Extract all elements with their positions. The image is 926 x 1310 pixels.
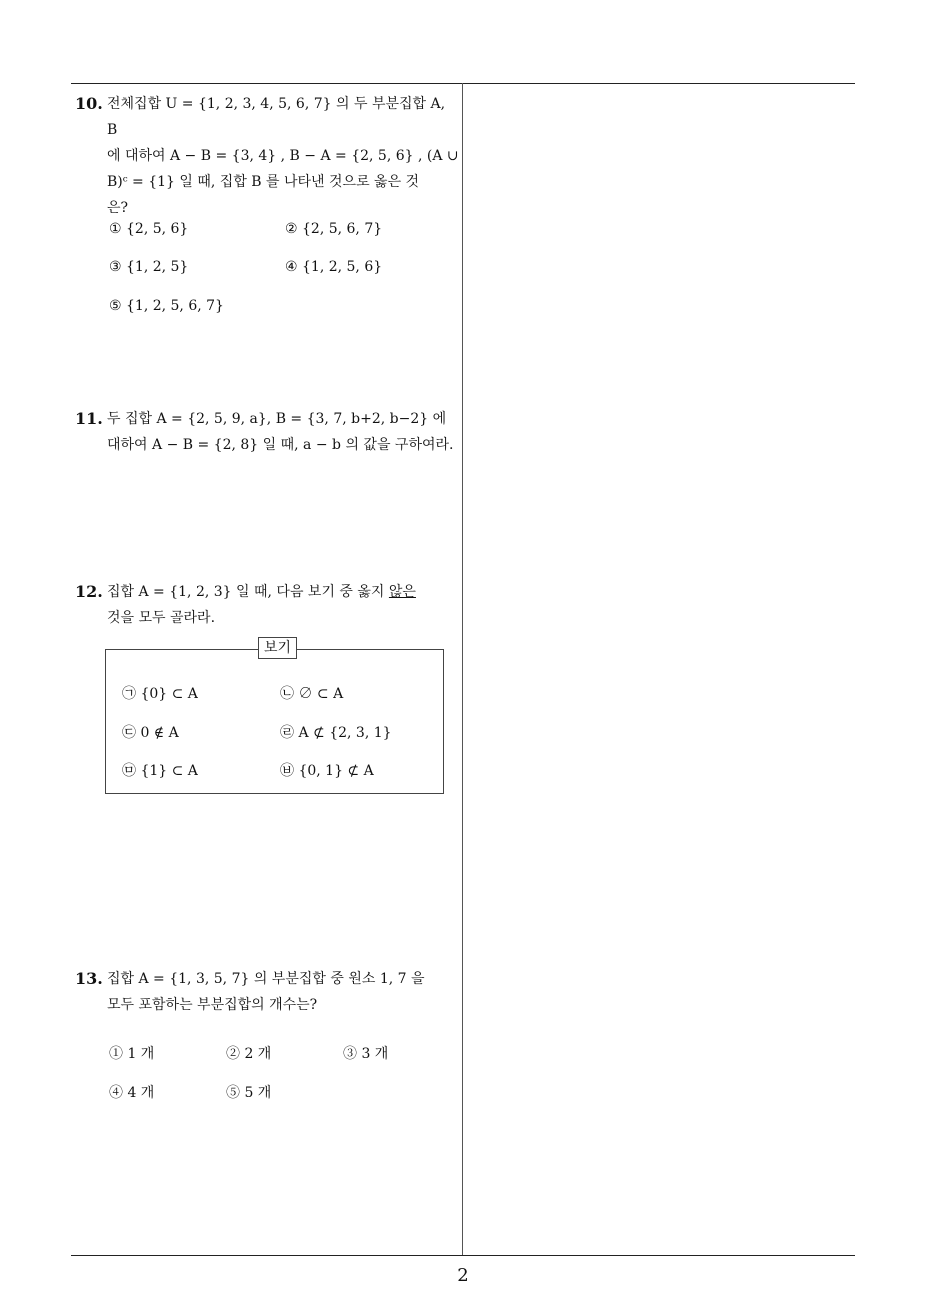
question-13-stem [75,966,459,1018]
question-text-line: 두 집합 A = {2, 5, 9, a}, B = {3, 7, b+2, b−2} 에 [107,411,447,427]
choice-4[interactable]: ④ 4 개 [109,1085,155,1101]
column-divider [462,83,463,1256]
choice-1[interactable]: ① 1 개 [109,1046,155,1062]
question-12-stem [75,579,459,631]
page-number: 2 [457,1265,469,1286]
header-rule [71,83,855,84]
bogi-item: ㉥ {0, 1} ⊄ A [280,763,374,779]
question-text-line: 에 대하여 A − B = {3, 4} , B − A = {2, 5, 6} , (A ∪ [107,148,459,164]
question-number: 12. [75,582,103,601]
bogi-item: ㉤ {1} ⊂ A [122,763,198,779]
question-text-line: 은? [107,200,129,216]
bogi-title: 보기 [258,637,297,659]
question-text-line: 모두 포함하는 부분집합의 개수는? [107,997,318,1013]
question-text-line: 전체집합 U = {1, 2, 3, 4, 5, 6, 7} 의 두 부분집합 A, B [107,96,446,138]
choice-3[interactable]: ③ 3 개 [343,1046,389,1062]
underlined-emphasis: 않은 [388,584,416,600]
choice-2[interactable]: ② {2, 5, 6, 7} [285,221,383,237]
choice-4[interactable]: ④ {1, 2, 5, 6} [285,259,383,275]
question-text-line: B)ᶜ = {1} 일 때, 집합 B 를 나타낸 것으로 옳은 것 [107,174,420,190]
bogi-item: ㉣ A ⊄ {2, 3, 1} [280,725,392,741]
question-11 [75,406,459,458]
choice-2[interactable]: ② 2 개 [226,1046,272,1062]
question-text-line: 대하여 A − B = {2, 8} 일 때, a − b 의 값을 구하여라. [107,437,454,453]
question-number: 13. [75,969,103,988]
bogi-item: ㉠ {0} ⊂ A [122,686,198,702]
question-10-stem [75,91,459,221]
question-text-fragment: 집합 A = {1, 2, 3} 일 때, 다음 보기 중 옳지 [107,584,385,600]
question-13 [75,966,459,1018]
bogi-box [105,640,444,794]
choice-5[interactable]: ⑤ 5 개 [226,1085,272,1101]
question-number: 11. [75,409,103,428]
question-11-stem [75,406,459,458]
footer-rule [71,1255,855,1256]
bogi-item: ㉡ ∅ ⊂ A [280,686,344,702]
question-text-line: 것을 모두 골라라. [107,610,216,626]
question-text-line [107,579,459,605]
choice-3[interactable]: ③ {1, 2, 5} [109,259,189,275]
choice-1[interactable]: ① {2, 5, 6} [109,221,189,237]
question-text-line: 집합 A = {1, 3, 5, 7} 의 부분집합 중 원소 1, 7 을 [107,971,425,987]
choice-5[interactable]: ⑤ {1, 2, 5, 6, 7} [109,298,224,314]
bogi-item: ㉢ 0 ∉ A [122,725,179,741]
question-number: 10. [75,94,103,113]
question-10 [75,91,459,221]
question-12 [75,579,459,631]
